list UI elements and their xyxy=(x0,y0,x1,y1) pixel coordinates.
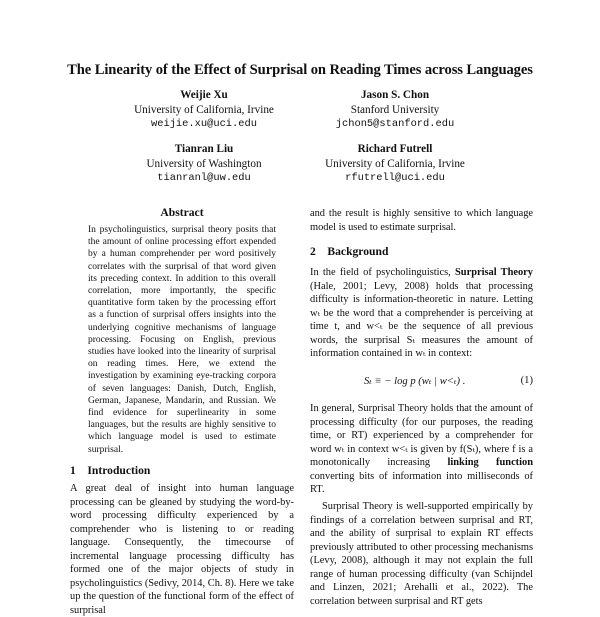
background-paragraph-3: Surprisal Theory is well-supported empirically by findings of a correlation between surprisal and RT, and the ability of surprisal to explain RT effects previously attributed to other processing mechanisms (Levy, 2008), although it may not explain the full range of human processing difficulty (van Schijndel and Linzen, 2021; Arehalli et al., 2022). The correlation between surprisal and RT gets xyxy=(310,501,533,607)
author-affiliation: Stanford University xyxy=(350,103,440,116)
equation-1 xyxy=(310,375,533,391)
author-name: Weijie Xu xyxy=(180,89,228,101)
abstract-text: In psycholinguistics, surprisal theory posits that the amount of online processing effort expended by a human comprehender per word positively correlates with the surprisal of that word given its preceding context. In addition to this overall correlation, more importantly, the specific quantitative form taken by the processing effort as a function of surprisal offers insights into the underlying cognitive mechanisms of language processing. Focusing on English, previous studies have looked into the linearity of surprisal on reading times. Here, we extend the investigation by examining eye-tracking corpora of seven languages: Danish, Dutch, English, German, Japanese, Mandarin, and Russian. We find evidence for superlinearity in some languages, but the results are highly sensitive to which language model is used to estimate surprisal. xyxy=(88,225,276,455)
author-name: Jason S. Chon xyxy=(360,89,430,101)
paragraph-text: In general, Surprisal Theory holds that the amount of processing difficulty (for our purposes, the reading time, or RT) experienced by a comprehender for word wₜ in context w<ₜ is given by f(Sₜ), where f is a monotonically increasing xyxy=(310,403,533,468)
background-paragraph-1 xyxy=(310,266,533,361)
author-email: weijie.xu@uci.edu xyxy=(150,118,257,130)
surprisal-theory-term: Surprisal Theory xyxy=(455,267,533,278)
author-block xyxy=(280,142,510,186)
abstract-heading: Abstract xyxy=(160,206,204,219)
background-heading: 2 Background xyxy=(310,245,389,258)
author-block xyxy=(280,88,510,132)
introduction-paragraph: A great deal of insight into human language processing can be gleaned by studying the word-by-word processing difficulty experienced by a comprehender who is listening to or reading language. Consequently, the timecourse of incremental language processing difficulty has formed one of the major objects of study in psycholinguistics (Sedivy, 2014, Ch. 8). Here we take up the question of the functional form of the effect of surprisal xyxy=(70,483,294,616)
equation-number: (1) xyxy=(520,375,533,386)
equation-body: Sₜ ≡ − log p (wₜ | w<ₜ) . xyxy=(364,376,466,387)
abstract-continuation: and the result is highly sensitive to which language model is used to estimate surprisal. xyxy=(310,208,533,233)
paragraph-text: (Hale, 2001; Levy, 2008) holds that processing difficulty is information-theoretic in nature. Letting wₜ be the word that a comprehender is perceiving at time t, and w<ₜ be the sequence of all previous words, the surprisal Sₜ measures the amount of information contained in wₜ in context: xyxy=(310,280,533,359)
author-email: rfutrell@uci.edu xyxy=(345,172,445,184)
author-name: Tianran Liu xyxy=(174,143,234,155)
paper-title: The Linearity of the Effect of Surprisal on Reading Times across Languages xyxy=(67,62,533,78)
author-affiliation: University of Washington xyxy=(146,157,262,170)
background-paragraph-2 xyxy=(310,402,533,497)
author-affiliation: University of California, Irvine xyxy=(134,103,274,116)
author-email: jchon5@stanford.edu xyxy=(335,118,455,130)
paragraph-text: converting bits of information into milliseconds of RT. xyxy=(310,470,533,495)
author-email: tianranl@uw.edu xyxy=(157,172,251,184)
author-affiliation: University of California, Irvine xyxy=(325,157,465,170)
introduction-heading: 1 Introduction xyxy=(70,464,151,477)
paragraph-text: In the field of psycholinguistics, xyxy=(310,267,456,278)
linking-function-term: linking function xyxy=(447,457,534,468)
author-name: Richard Futrell xyxy=(357,143,433,155)
